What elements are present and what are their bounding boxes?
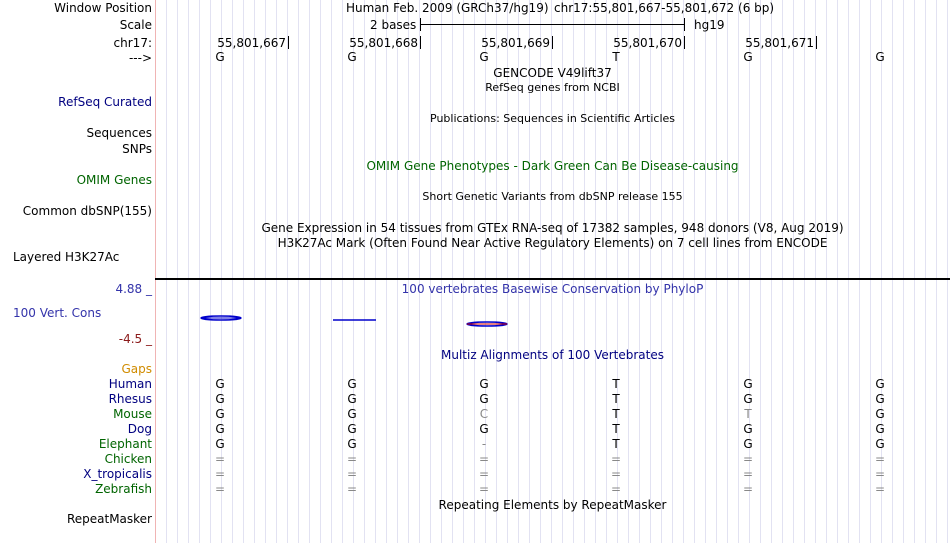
aligned-base: = [478, 482, 490, 496]
reference-base: T [612, 50, 620, 64]
aligned-base: T [612, 407, 620, 421]
aligned-base: G [479, 377, 489, 391]
aligned-base: = [214, 482, 226, 496]
aligned-base: T [612, 437, 620, 451]
species-label[interactable]: Dog [127, 422, 152, 436]
refseq-curated-label[interactable]: RefSeq Curated [58, 95, 152, 109]
scale-text: 2 bases [370, 18, 417, 32]
aligned-base: = [610, 482, 622, 496]
coordinate-label: 55,801,669 [481, 36, 550, 50]
reference-base: G [875, 50, 885, 64]
strand-label[interactable]: ---> [128, 51, 152, 65]
position-text[interactable]: chr17:55,801,667-55,801,672 (6 bp) [554, 1, 775, 15]
aligned-base: G [875, 407, 885, 421]
aligned-base: = [610, 452, 622, 466]
aligned-base: = [478, 467, 490, 481]
coordinate-label: 55,801,667 [217, 36, 286, 50]
multiz-track-title[interactable]: Multiz Alignments of 100 Vertebrates [440, 348, 665, 362]
scale-label: Scale [119, 18, 152, 32]
aligned-base: G [215, 437, 225, 451]
aligned-base: = [346, 467, 358, 481]
h3k27ac-track-title[interactable]: H3K27Ac Mark (Often Found Near Active Regulatory Elements) on 7 cell lines from ENCODE [277, 236, 828, 250]
omim-track-title[interactable]: OMIM Gene Phenotypes - Dark Green Can Be Disease-causing [366, 159, 739, 173]
vert-cons-label[interactable]: 100 Vert. Cons [13, 306, 102, 320]
aligned-base: = [874, 452, 886, 466]
aligned-base: G [215, 392, 225, 406]
dbsnp-track-title[interactable]: Short Genetic Variants from dbSNP release 155 [422, 190, 683, 203]
aligned-base: G [215, 422, 225, 436]
aligned-base: T [744, 407, 752, 421]
gaps-label[interactable]: Gaps [121, 362, 152, 376]
assembly-text[interactable]: Human Feb. 2009 (GRCh37/hg19) [346, 1, 549, 15]
species-label[interactable]: Mouse [113, 407, 152, 421]
aligned-base: G [743, 377, 753, 391]
aligned-base: - [481, 437, 487, 451]
aligned-base: = [214, 452, 226, 466]
coordinate-label: 55,801,670 [613, 36, 682, 50]
aligned-base: T [612, 422, 620, 436]
layered-h3k27ac-label[interactable]: Layered H3K27Ac [13, 250, 120, 264]
species-label[interactable]: Zebrafish [95, 482, 152, 496]
aligned-base: G [875, 422, 885, 436]
species-label[interactable]: Rhesus [108, 392, 152, 406]
aligned-base: G [875, 437, 885, 451]
aligned-base: = [742, 482, 754, 496]
aligned-base: G [875, 377, 885, 391]
aligned-base: G [347, 377, 357, 391]
reference-base: G [479, 50, 489, 64]
repeatmasker-track-title[interactable]: Repeating Elements by RepeatMasker [438, 498, 667, 512]
aligned-base: C [479, 407, 489, 421]
chrom-label: chr17: [113, 36, 152, 50]
publications-track-title[interactable]: Publications: Sequences in Scientific Articles [430, 112, 675, 125]
aligned-base: T [612, 377, 620, 391]
coordinate-label: 55,801,668 [349, 36, 418, 50]
species-label[interactable]: X_tropicalis [83, 467, 152, 481]
aligned-base: G [743, 437, 753, 451]
coordinate-label: 55,801,671 [745, 36, 814, 50]
species-label[interactable]: Chicken [104, 452, 152, 466]
reference-base: G [215, 50, 225, 64]
aligned-base: = [478, 452, 490, 466]
aligned-base: = [214, 467, 226, 481]
reference-base: G [347, 50, 357, 64]
aligned-base: G [743, 422, 753, 436]
phylop-max-value: 4.88 _ [115, 282, 152, 296]
aligned-base: T [612, 392, 620, 406]
aligned-base: = [874, 467, 886, 481]
phylop-bar-1 [201, 316, 241, 320]
aligned-base: G [479, 392, 489, 406]
common-dbsnp-label[interactable]: Common dbSNP(155) [22, 204, 152, 218]
aligned-base: = [874, 482, 886, 496]
aligned-base: = [346, 452, 358, 466]
species-label[interactable]: Elephant [98, 437, 152, 451]
aligned-base: G [347, 392, 357, 406]
aligned-base: G [347, 422, 357, 436]
reference-base: G [743, 50, 753, 64]
phylop-bar-3 [467, 322, 507, 326]
species-label[interactable]: Human [108, 377, 152, 391]
sequences-label[interactable]: Sequences [86, 126, 152, 140]
aligned-base: = [346, 482, 358, 496]
aligned-base: = [742, 467, 754, 481]
phylop-min-value: -4.5 _ [118, 332, 152, 346]
repeatmasker-label[interactable]: RepeatMasker [66, 512, 152, 526]
gencode-track-title[interactable]: GENCODE V49lift37 [493, 66, 612, 80]
phylop-track-title[interactable]: 100 vertebrates Basewise Conservation by PhyloP [401, 282, 704, 296]
refseq-track-subtitle: RefSeq genes from NCBI [485, 81, 620, 94]
gtex-track-title[interactable]: Gene Expression in 54 tissues from GTEx RNA-seq of 17382 samples, 948 donors (V8, Aug 2019) [261, 221, 844, 235]
window-position-label: Window Position [54, 1, 152, 15]
omim-genes-label[interactable]: OMIM Genes [76, 173, 152, 187]
snps-label[interactable]: SNPs [122, 142, 152, 156]
aligned-base: G [347, 437, 357, 451]
aligned-base: G [875, 392, 885, 406]
aligned-base: G [347, 407, 357, 421]
aligned-base: G [743, 392, 753, 406]
aligned-base: = [742, 452, 754, 466]
aligned-base: G [479, 422, 489, 436]
aligned-base: G [215, 377, 225, 391]
aligned-base: G [215, 407, 225, 421]
scale-assembly: hg19 [694, 18, 725, 32]
aligned-base: = [610, 467, 622, 481]
